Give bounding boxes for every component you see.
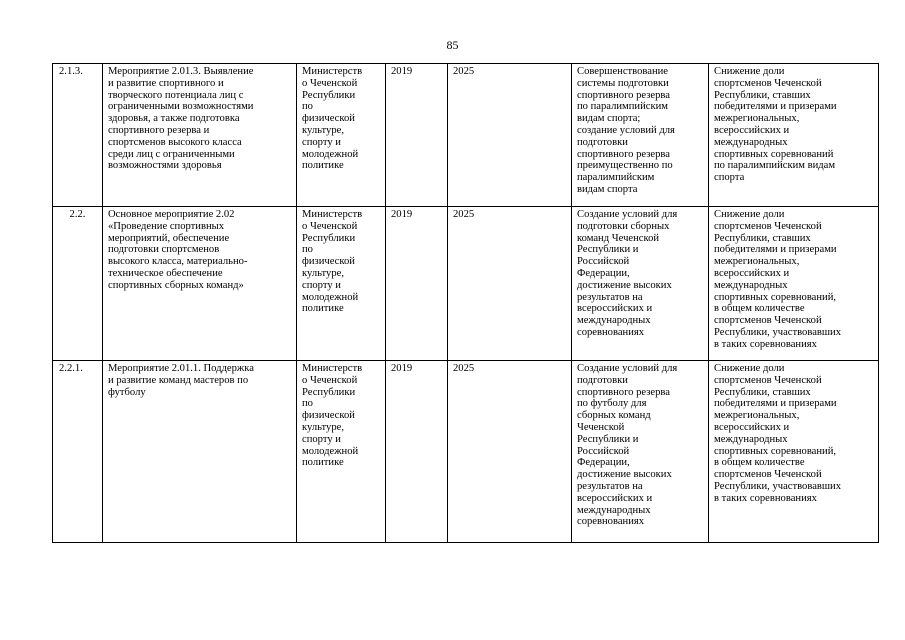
executor-cell xyxy=(297,361,386,543)
event-text-line: Мероприятие 2.01.3. Выявление xyxy=(108,66,254,77)
indicator-text-line: Республики, ставших xyxy=(714,89,811,101)
event-text-line: подготовки спортсменов xyxy=(108,244,220,256)
indicator-cell xyxy=(709,361,879,543)
row-number: 2.2. xyxy=(69,209,86,220)
result-text-line: результатов на xyxy=(577,480,643,492)
event-text-line: спортивных сборных команд» xyxy=(108,279,244,291)
result-text-line: Республики и xyxy=(577,244,639,256)
executor-text-line: о Чеченской xyxy=(302,77,358,89)
event-text-line: среди лиц с ограниченными xyxy=(108,148,235,160)
event-cell xyxy=(103,361,297,543)
row-number-cell xyxy=(53,207,103,361)
row-number-cell xyxy=(53,64,103,207)
indicator-text-line: всероссийских и xyxy=(714,267,790,279)
result-text-line: видам спорта xyxy=(577,183,638,195)
indicator-text-line: международных xyxy=(714,136,788,148)
start-year-cell xyxy=(386,64,448,207)
result-text-line: соревнованиях xyxy=(577,326,645,338)
result-text-line: создание условий для xyxy=(577,124,675,136)
result-text-line: результатов на xyxy=(577,291,643,303)
result-text-line: достижение высоких xyxy=(577,469,672,481)
end-year-cell xyxy=(448,207,572,361)
start-year: 2019 xyxy=(391,209,413,220)
table-body xyxy=(53,64,879,543)
executor-text-line: по xyxy=(302,398,313,410)
table-row xyxy=(53,361,879,543)
executor-text-line: политике xyxy=(302,303,344,315)
indicator-text-line: спортсменов Чеченской xyxy=(714,469,822,481)
indicator-text-line: спорта xyxy=(714,172,745,184)
executor-text-line: молодежной xyxy=(302,148,359,160)
executor-text-line: Республики xyxy=(302,386,356,398)
event-cell xyxy=(103,64,297,207)
event-text-line: творческого потенциала лиц с xyxy=(108,89,244,101)
indicator-text-line: спортсменов Чеченской xyxy=(714,315,822,327)
result-text-line: Республики и xyxy=(577,433,639,445)
event-text-line: Основное мероприятие 2.02 xyxy=(108,209,235,220)
start-year: 2019 xyxy=(391,363,413,374)
result-text-line: преимущественно по xyxy=(577,160,673,172)
page-number: 85 xyxy=(446,38,459,52)
table-row xyxy=(53,207,879,361)
indicator-text-line: межрегиональных, xyxy=(714,256,800,268)
end-year: 2025 xyxy=(453,363,475,374)
end-year: 2025 xyxy=(453,209,475,220)
executor-text-line: Министерств xyxy=(302,363,363,374)
executor-text-line: по xyxy=(302,244,313,256)
event-text-line: спортивного резерва и xyxy=(108,124,210,136)
indicator-text-line: спортивных соревнований xyxy=(714,148,834,160)
executor-text-line: политике xyxy=(302,457,344,469)
executor-text-line: культуре, xyxy=(302,124,344,136)
indicator-text-line: спортивных соревнований, xyxy=(714,291,837,303)
indicator-text-line: международных xyxy=(714,279,788,291)
indicator-text-line: Республики, участвовавших xyxy=(714,480,842,492)
indicator-text-line: Снижение доли xyxy=(714,66,785,77)
executor-text-line: спорту и xyxy=(302,136,341,148)
event-text-line: возможностями здоровья xyxy=(108,160,222,172)
executor-cell xyxy=(297,207,386,361)
result-text-line: всероссийских и xyxy=(577,303,653,315)
result-text-line: видам спорта; xyxy=(577,113,641,125)
indicator-text-line: спортсменов Чеченской xyxy=(714,374,822,386)
event-text-line: «Проведение спортивных xyxy=(108,220,225,232)
indicator-text-line: Республики, ставших xyxy=(714,386,811,398)
result-text-line: спортивного резерва xyxy=(577,148,670,160)
result-text-line: соревнованиях xyxy=(577,516,645,528)
result-text-line: международных xyxy=(577,504,651,516)
result-text-line: Совершенствование xyxy=(577,66,668,77)
indicator-text-line: по паралимпийским видам xyxy=(714,160,836,172)
end-year-cell xyxy=(448,361,572,543)
result-text-line: международных xyxy=(577,315,651,327)
result-text-line: сборных команд xyxy=(577,410,651,422)
indicator-text-line: Республики, участвовавших xyxy=(714,326,842,338)
start-year-cell xyxy=(386,361,448,543)
event-text-line: техническое обеспечение xyxy=(108,267,223,279)
result-text-line: Российской xyxy=(577,256,630,268)
executor-text-line: молодежной xyxy=(302,291,359,303)
indicator-text-line: международных xyxy=(714,433,788,445)
row-number: 2.1.3. xyxy=(59,66,83,77)
executor-text-line: культуре, xyxy=(302,421,344,433)
event-text-line: спортсменов высокого класса xyxy=(108,136,242,148)
executor-text-line: политике xyxy=(302,160,344,172)
indicator-text-line: всероссийских и xyxy=(714,421,790,433)
executor-text-line: о Чеченской xyxy=(302,220,358,232)
end-year: 2025 xyxy=(453,66,475,77)
event-text-line: и развитие спортивного и xyxy=(108,77,224,89)
result-text-line: достижение высоких xyxy=(577,279,672,291)
expected-result-cell xyxy=(572,64,709,207)
executor-text-line: спорту и xyxy=(302,433,341,445)
indicator-text-line: всероссийских и xyxy=(714,124,790,136)
executor-text-line: о Чеченской xyxy=(302,374,358,386)
executor-text-line: Республики xyxy=(302,89,356,101)
executor-text-line: спорту и xyxy=(302,279,341,291)
result-text-line: команд Чеченской xyxy=(577,232,660,244)
result-text-line: всероссийских и xyxy=(577,492,653,504)
executor-text-line: культуре, xyxy=(302,267,344,279)
result-text-line: подготовки сборных xyxy=(577,220,670,232)
executor-text-line: физической xyxy=(302,256,355,268)
event-text-line: здоровья, а также подготовка xyxy=(108,113,240,125)
result-text-line: Создание условий для xyxy=(577,363,678,374)
indicator-text-line: Республики, ставших xyxy=(714,232,811,244)
event-text-line: мероприятий, обеспечение xyxy=(108,232,230,244)
result-text-line: подготовки xyxy=(577,374,628,386)
executor-text-line: Министерств xyxy=(302,66,363,77)
event-text-line: высокого класса, материально- xyxy=(108,256,248,268)
row-number: 2.2.1. xyxy=(59,363,83,374)
event-text-line: ограниченными возможностями xyxy=(108,101,254,113)
indicator-text-line: спортсменов Чеченской xyxy=(714,77,822,89)
event-text-line: и развитие команд мастеров по xyxy=(108,374,249,386)
result-text-line: Российской xyxy=(577,445,630,457)
indicator-text-line: Снижение доли xyxy=(714,363,785,374)
event-text-line: Мероприятие 2.01.1. Поддержка xyxy=(108,363,254,374)
end-year-cell xyxy=(448,64,572,207)
event-cell xyxy=(103,207,297,361)
start-year-cell xyxy=(386,207,448,361)
executor-text-line: по xyxy=(302,101,313,113)
result-text-line: по футболу для xyxy=(577,398,647,410)
indicator-text-line: Снижение доли xyxy=(714,209,785,220)
indicator-cell xyxy=(709,64,879,207)
result-text-line: паралимпийским xyxy=(577,172,655,184)
indicator-text-line: в таких соревнованиях xyxy=(714,492,817,504)
indicator-text-line: спортсменов Чеченской xyxy=(714,220,822,232)
executor-text-line: Министерств xyxy=(302,209,363,220)
indicator-text-line: в таких соревнованиях xyxy=(714,338,817,350)
result-text-line: Федерации, xyxy=(577,267,630,279)
event-text-line: футболу xyxy=(108,386,146,398)
executor-text-line: физической xyxy=(302,410,355,422)
indicator-text-line: в общем количестве xyxy=(714,303,805,315)
table-row xyxy=(53,64,879,207)
indicator-text-line: победителями и призерами xyxy=(714,101,837,113)
expected-result-cell xyxy=(572,361,709,543)
result-text-line: Федерации, xyxy=(577,457,630,469)
result-text-line: спортивного резерва xyxy=(577,89,670,101)
expected-result-cell xyxy=(572,207,709,361)
indicator-text-line: победителями и призерами xyxy=(714,244,837,256)
indicator-text-line: в общем количестве xyxy=(714,457,805,469)
result-text-line: спортивного резерва xyxy=(577,386,670,398)
start-year: 2019 xyxy=(391,66,413,77)
result-text-line: системы подготовки xyxy=(577,77,669,89)
indicator-cell xyxy=(709,207,879,361)
indicator-text-line: победителями и призерами xyxy=(714,398,837,410)
indicator-text-line: спортивных соревнований, xyxy=(714,445,837,457)
indicator-text-line: межрегиональных, xyxy=(714,113,800,125)
executor-text-line: молодежной xyxy=(302,445,359,457)
indicator-text-line: межрегиональных, xyxy=(714,410,800,422)
result-text-line: Чеченской xyxy=(577,421,625,433)
row-number-cell xyxy=(53,361,103,543)
program-activities-table xyxy=(52,63,879,543)
result-text-line: Создание условий для xyxy=(577,209,678,220)
result-text-line: подготовки xyxy=(577,136,628,148)
executor-text-line: физической xyxy=(302,113,355,125)
executor-cell xyxy=(297,64,386,207)
executor-text-line: Республики xyxy=(302,232,356,244)
result-text-line: по паралимпийским xyxy=(577,101,668,113)
